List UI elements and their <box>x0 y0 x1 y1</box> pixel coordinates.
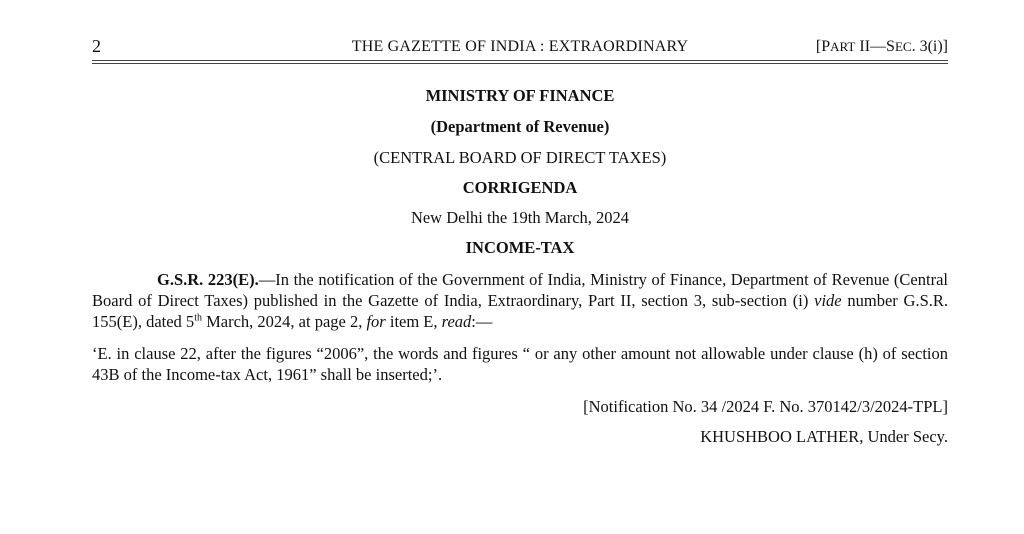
corrigendum-paragraph: G.S.R. 223(E).—In the notification of the Government of India, Ministry of Finance, Department of Revenue (Central Board of Direct Taxes) published in the Gazette of India, Extraordinary, Part II, section 3, sub-section (i) vide number G.S.R. 155(E), dated 5th March, 2024, at page 2, for item E, read:— <box>92 270 948 331</box>
amendment-text: ‘E. in clause 22, after the figures “2006”, the words and figures “ or any other amount not allowable under clause (h) of section 43B of the Income-tax Act, 1961” shall be inserted;’. <box>92 344 948 384</box>
notification-reference: [Notification No. 34 /2024 F. No. 370142/3/2024-TPL] <box>583 397 948 416</box>
page-header <box>92 34 948 58</box>
part-section-label: [PART II—SEC. 3(i)] <box>815 38 948 55</box>
signatory: KHUSHBOO LATHER, Under Secy. <box>700 427 948 446</box>
notice-type-heading: CORRIGENDA <box>462 178 578 197</box>
gsr-number: G.S.R. 223(E). <box>157 270 259 289</box>
header-rule <box>92 60 948 64</box>
subject-heading: INCOME-TAX <box>465 238 575 257</box>
gazette-title: THE GAZETTE OF INDIA : EXTRAORDINARY <box>351 38 689 55</box>
department-heading: (Department of Revenue) <box>430 117 610 136</box>
gazette-page <box>92 34 948 447</box>
ministry-heading: MINISTRY OF FINANCE <box>425 86 615 105</box>
place-date: New Delhi the 19th March, 2024 <box>410 208 630 227</box>
board-heading: (CENTRAL BOARD OF DIRECT TAXES) <box>373 148 667 167</box>
page-number: 2 <box>92 36 101 56</box>
